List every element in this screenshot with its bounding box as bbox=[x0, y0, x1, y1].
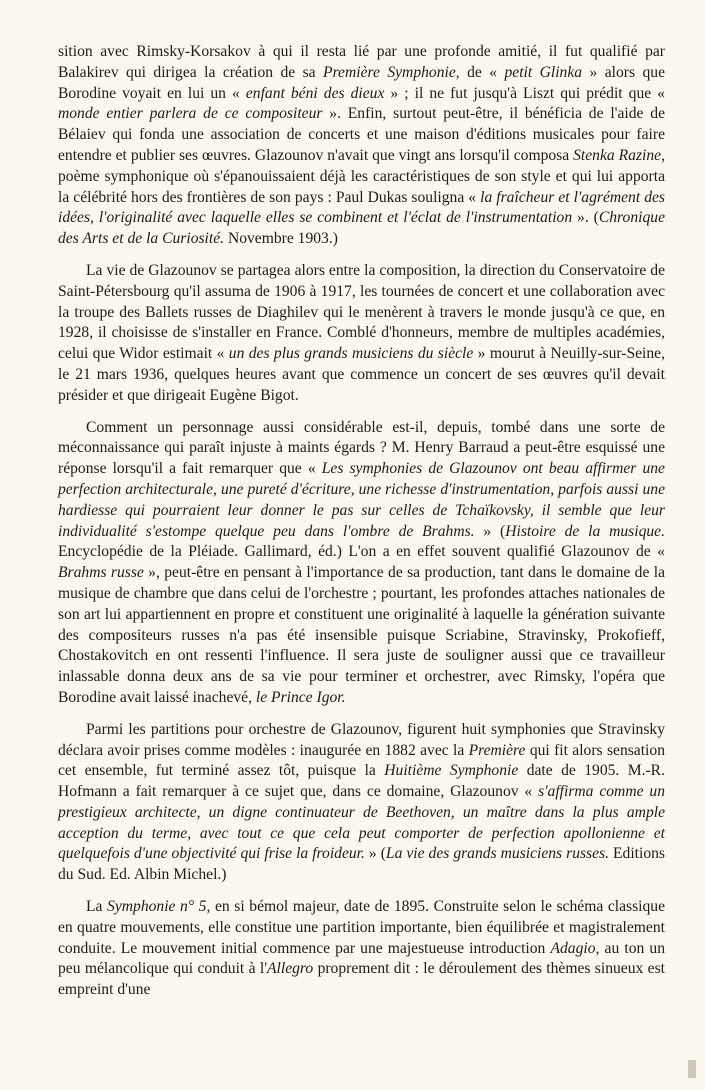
text-segment: en si bémol majeur, date de 1895. Construite selon le schéma classique en quatre mouvements, elle constitue une partition importante, bien équilibrée et magistralement conduite. Le mouvement initial commence par une majestueuse introduction bbox=[58, 898, 665, 957]
italic-text: la fraîcheur et l'agrément des idées, l'originalité avec laquelle elles se combinent et l'éclat de l'instrumentation bbox=[58, 188, 665, 227]
italic-text: Allegro bbox=[267, 960, 314, 978]
text-segment: , de « bbox=[455, 63, 505, 81]
text-segment: Parmi les partitions pour orchestre de Glazounov, figurent huit symphonies que Stravinsky déclara avoir prises comme modèles : inaugurée en 1882 avec la bbox=[58, 720, 665, 759]
text-segment: date de 1905. M.-R. Hofmann a fait remarquer à ce sujet que, dans ce domaine, Glazounov « bbox=[58, 762, 665, 801]
scan-edge-mark bbox=[688, 1060, 696, 1078]
text-segment: », peut-être en pensant à l'importance de sa production, tant dans le domaine de la musique de chambre que dans celui de l'orchestre ; pourtant, les profondes attaches nationales de son art lui appartiennent en propre et constituent une originalité à laquelle la génération suivante des compositeurs russes n'a pas été insensible puisque Scriabine, Stravinsky, Prokofieff, Chostakovitch en ont ressenti l'influence. Il sera juste de souligner aussi que ce travailleur inlassable donna deux ans de sa vie pour terminer et orchestrer, avec Rimsky, l'opéra que Borodine avait laissé inachevé, bbox=[58, 564, 665, 706]
text-segment: sition avec Rimsky-Korsakov à qui il resta lié par une profonde amitié, il fut qualifié par Balakirev qui dirigea la création de sa bbox=[58, 43, 665, 81]
paragraph-1 bbox=[58, 42, 665, 250]
paragraph-3 bbox=[58, 418, 665, 709]
italic-text: s'affirma comme un prestigieux architecte, un digne continuateur de Beethoven, un maître dans la plus ample acception du terme, avec tout ce que cela peut comporter de perfection apollonienne et quelquefois d'une objectivité qui frise la froideur. bbox=[58, 783, 665, 863]
italic-text: Symphonie n° 5, bbox=[107, 898, 211, 916]
text-segment: Encyclopédie de la Pléiade. Gallimard, éd.) L'on a en effet souvent qualifié Glazounov de « bbox=[58, 543, 665, 561]
text-segment: La vie de Glazounov se partagea alors entre la composition, la direction du Conservatoire de Saint-Pétersbourg qu'il assuma de 1906 à 1917, les tournées de concert et une collaboration avec la troupe des Ballets russes de Diaghilev qui le menèrent à travers le monde jusqu'à ce que, en 1928, il choisisse de s'installer en France. Comblé d'honneurs, membre de multiples académies, celui que Widor estimait « bbox=[58, 261, 665, 363]
paragraph-5 bbox=[58, 897, 665, 1001]
paragraph-2 bbox=[58, 261, 665, 407]
italic-text: monde entier parlera de ce compositeur bbox=[58, 105, 323, 123]
italic-text: Adagio, bbox=[550, 939, 600, 957]
text-segment: » alors que Borodine voyait en lui un « bbox=[58, 63, 665, 102]
text-segment: Novembre 1903.) bbox=[224, 230, 338, 248]
text-segment: qui fit alors sensation cet ensemble, fut terminé assez tôt, puisque la bbox=[58, 741, 665, 780]
text-segment: ». Enfin, surtout peut-être, il bénéficia de l'aide de Bélaiev qui fonda une association de concerts et une maison d'éditions musicales pour faire entendre et publier ses œuvres. Glazounov n'avait que vingt ans lorsqu'il composa bbox=[58, 105, 665, 164]
italic-text: Brahms russe bbox=[58, 564, 144, 582]
italic-text: Histoire de la musique. bbox=[505, 522, 665, 540]
document-page bbox=[58, 42, 665, 1001]
text-segment: Comment un personnage aussi considérable est-il, depuis, tombé dans une sorte de méconnaissance qui paraît injuste à maints égards ? M. Henry Barraud a peut-être esquissé une réponse lorsqu'il a fait remarquer que « bbox=[58, 418, 665, 478]
italic-text: La vie des grands musiciens russes. bbox=[385, 845, 610, 863]
italic-text: Première bbox=[468, 741, 526, 759]
italic-text: petit Glinka bbox=[504, 63, 583, 81]
text-segment: La bbox=[86, 898, 108, 916]
italic-text: le Prince Igor. bbox=[255, 688, 346, 706]
italic-text: Les symphonies de Glazounov ont beau affirmer une perfection architecturale, une pureté d'écriture, une richesse d'instrumentation, parfois aussi une hardiesse qui pourraient leur donner le pas sur celles de Tchaïkovsky, il semble que leur individualité s'estompe quelque peu dans l'ombre de Brahms. bbox=[58, 460, 665, 540]
text-segment: » ( bbox=[364, 845, 386, 863]
text-segment: au ton un peu mélancolique qui conduit à l' bbox=[58, 939, 665, 978]
italic-text: Chronique des Arts et de la Curiosité. bbox=[58, 209, 665, 248]
italic-text: Stenka Razine, bbox=[573, 146, 665, 164]
text-segment: proprement dit : le déroulement des thèmes sinueux est empreint d'une bbox=[58, 960, 665, 999]
italic-text: Huitième Symphonie bbox=[384, 762, 519, 780]
text-segment: poème symphonique où s'épanouissaient déjà les caractéristiques de son style et qui lui apporta la célébrité hors des frontières de son pays : Paul Dukas souligna « bbox=[58, 167, 665, 206]
text-segment: Editions du Sud. Ed. Albin Michel.) bbox=[58, 845, 665, 884]
paragraph-4 bbox=[58, 720, 665, 886]
text-segment: » mourut à Neuilly-sur-Seine, le 21 mars 1936, quelques heures avant que commence un concert de ses œuvres qu'il devait présider et que dirigeait Eugène Bigot. bbox=[58, 345, 665, 404]
italic-text: un des plus grands musiciens du siècle bbox=[228, 345, 474, 363]
text-segment: » ( bbox=[474, 522, 506, 540]
italic-text: Première Symphonie bbox=[323, 63, 456, 81]
text-segment: » ; il ne fut jusqu'à Liszt qui prédit que « bbox=[384, 84, 666, 102]
text-segment: ». ( bbox=[572, 209, 599, 227]
italic-text: enfant béni des dieux bbox=[245, 84, 385, 102]
